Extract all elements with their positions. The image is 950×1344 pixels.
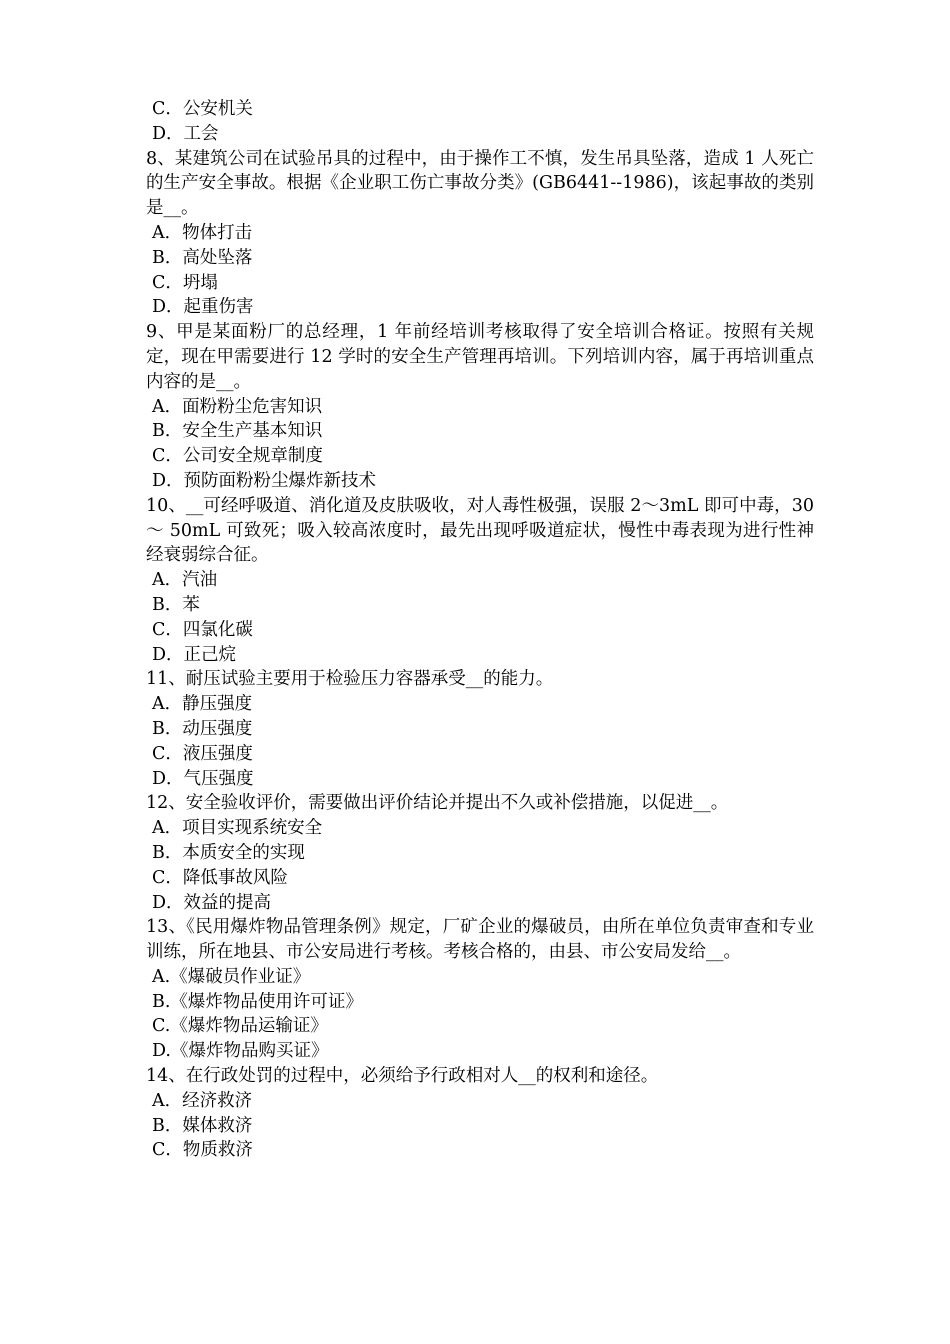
answer-option: B.《爆炸物品使用许可证》 [152, 991, 363, 1012]
answer-option: D．预防面粉粉尘爆炸新技术 [152, 470, 377, 491]
answer-option: C．公司安全规章制度 [152, 446, 323, 467]
question-text: 13、《民用爆炸物品管理条例》规定，厂矿企业的爆破员，由所在单位负责审查和专业训练，所在地县、市公安局进行考核。考核合格的，由县、市公安局发给__。 [146, 917, 814, 963]
document-body [146, 97, 814, 1163]
answer-option: B．媒体救济 [152, 1115, 253, 1136]
answer-option: D．工会 [152, 123, 219, 144]
question-text: 11、耐压试验主要用于检验压力容器承受__的能力。 [146, 669, 554, 690]
answer-option: C．液压强度 [152, 743, 253, 764]
answer-option: C．公安机关 [152, 99, 253, 119]
answer-option: C.《爆炸物品运输证》 [152, 1016, 328, 1037]
answer-option: D．效益的提高 [152, 892, 272, 913]
answer-option: D．起重伤害 [152, 297, 254, 318]
answer-option: B．本质安全的实现 [152, 842, 305, 863]
question-text: 10、__可经呼吸道、消化道及皮肤吸收，对人毒性极强，误服 2～3mL 即可中毒，30～ 50mL 可致死；吸入较高浓度时，最先出现呼吸道症状，慢性中毒表现为进行性神经衰弱综合征。 [146, 495, 814, 566]
answer-option: D．正己烷 [152, 644, 237, 665]
answer-option: C．四氯化碳 [152, 619, 253, 640]
answer-option: A．面粉粉尘危害知识 [152, 396, 323, 417]
question-text: 14、在行政处罚的过程中，必须给予行政相对人__的权利和途径。 [146, 1066, 659, 1087]
question-text: 12、安全验收评价，需要做出评价结论并提出不久或补偿措施，以促进__。 [146, 793, 729, 814]
question-text: 8、某建筑公司在试验吊具的过程中，由于操作工不慎，发生吊具坠落，造成 1 人死亡的生产安全事故。根据《企业职工伤亡事故分类》(GB6441--1986)，该起事故的类别是__。 [146, 148, 814, 219]
answer-option: B．高处坠落 [152, 247, 253, 268]
answer-option: A．项目实现系统安全 [152, 818, 323, 839]
answer-option: A.《爆破员作业证》 [152, 966, 311, 987]
answer-option: C．降低事故风险 [152, 867, 288, 888]
answer-option: A．经济救济 [152, 1090, 253, 1111]
answer-option: B．动压强度 [152, 718, 253, 739]
answer-option: A．静压强度 [152, 694, 253, 715]
answer-option: B．安全生产基本知识 [152, 421, 323, 442]
answer-option: A．汽油 [152, 570, 218, 591]
answer-option: C．物质救济 [152, 1140, 253, 1161]
answer-option: B．苯 [152, 594, 200, 615]
answer-option: A．物体打击 [152, 222, 253, 243]
question-text: 9、甲是某面粉厂的总经理，1 年前经培训考核取得了安全培训合格证。按照有关规定，现在甲需要进行 12 学时的安全生产管理再培训。下列培训内容，属于再培训重点内容的是__。 [146, 322, 814, 392]
answer-option: D.《爆炸物品购买证》 [152, 1041, 329, 1062]
answer-option: C．坍塌 [152, 272, 218, 293]
answer-option: D．气压强度 [152, 768, 254, 789]
